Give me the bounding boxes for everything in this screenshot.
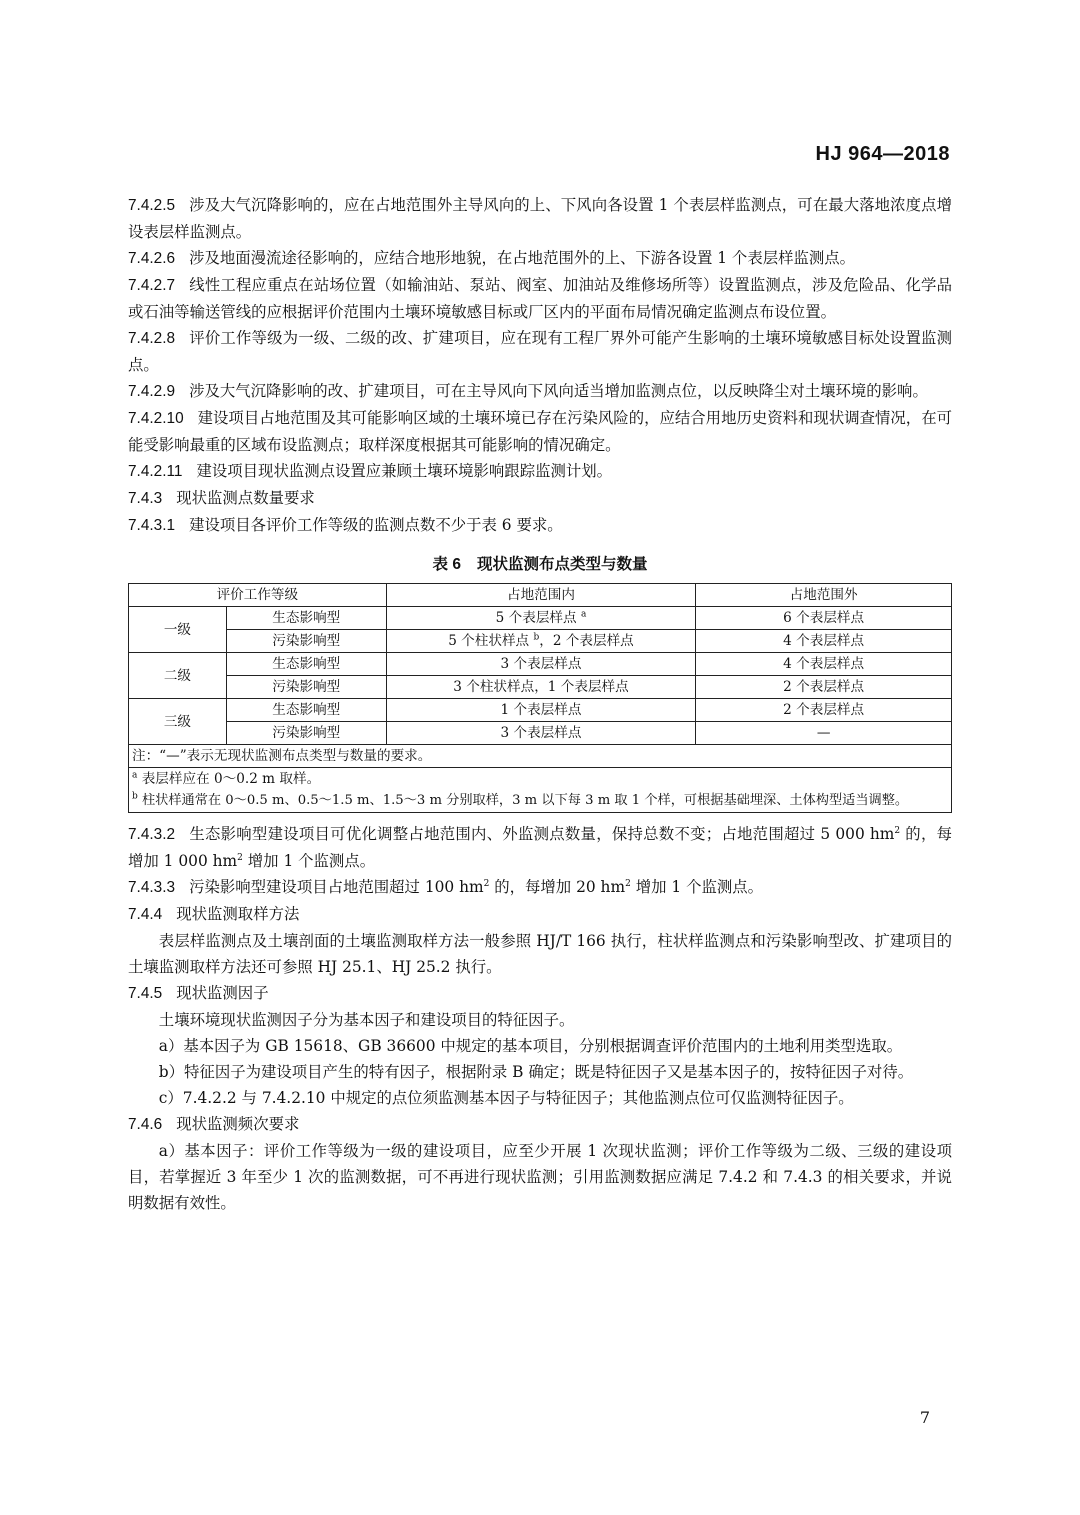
footnote-mark: b — [132, 791, 138, 802]
heading-text: 现状监测点数量要求 — [176, 489, 315, 507]
header-outside: 占地范围外 — [696, 584, 952, 607]
spacer — [128, 813, 952, 821]
footnote-mark: a — [580, 609, 587, 620]
clause-number: 7.4.6 — [128, 1116, 163, 1133]
clause-number: 7.4.3.3 — [128, 879, 176, 896]
footnote-mark: b — [533, 632, 540, 643]
header-inside: 占地范围内 — [386, 584, 696, 607]
standard-number: HJ 964—2018 — [815, 143, 950, 165]
list-item: a）基本因子：评价工作等级为一级的建设项目，应至少开展 1 次现状监测；评价工作等级为二级、三级的建设项目，若掌握近 3 年至少 1 次的监测数据，可不再进行现状监测；引用监测数据应满足 7.4.2 和 7.4.3 的相关要求，并说明数据有效性。 — [128, 1142, 952, 1212]
clause-number: 7.4.3.2 — [128, 826, 176, 843]
grade-cell: 二级 — [129, 653, 227, 699]
type-cell: 生态影响型 — [226, 607, 386, 630]
footnote-a: $^a$ 表层样应在 0～0.2 m 取样。 — [129, 768, 952, 791]
clause-7-4-3-1 — [128, 512, 952, 539]
heading-7-4-3 — [128, 485, 952, 512]
clause-7-4-3-2: 7.4.3.2 生态影响型建设项目可优化调整占地范围内、外监测点数量，保持总数不变；占地范围超过 5 000 $hm^2$ 的，每增加 1 000 $hm^2$ 增加 1 个监测点。 — [128, 825, 952, 870]
clause-number: 7.4.2.9 — [128, 383, 176, 400]
clause-text: 涉及大气沉降影响的改、扩建项目，可在主导风向下风向适当增加监测点位，以反映降尘对土壤环境的影响。 — [189, 382, 928, 400]
clause-7-4-2-8 — [128, 325, 952, 378]
clause-number: 7.4.4 — [128, 906, 163, 923]
clause-text: 涉及大气沉降影响的，应在占地范围外主导风向的上、下风向各设置 1 个表层样监测点，可在最大落地浓度点增设表层样监测点。 — [128, 196, 952, 241]
heading-7-4-4 — [128, 901, 952, 928]
paragraph: 表层样监测点及土壤剖面的土壤监测取样方法一般参照 HJ/T 166 执行，柱状样监测点和污染影响型改、扩建项目的土壤监测取样方法还可参照 HJ 25.1、HJ 25.2 执行。 — [128, 932, 952, 976]
clause-number: 7.4.3.1 — [128, 517, 176, 534]
table-row — [129, 630, 952, 653]
heading-text: 现状监测取样方法 — [176, 905, 300, 923]
header-grade: 评价工作等级 — [129, 584, 387, 607]
clause-7-4-2-11 — [128, 458, 952, 485]
outside-cell: 2 个表层样点 — [696, 676, 952, 699]
paragraph: 土壤环境现状监测因子分为基本因子和建设项目的特征因子。 — [158, 1011, 575, 1029]
outside-cell: 4 个表层样点 — [696, 653, 952, 676]
inside-cell: 1 个表层样点 — [386, 699, 696, 722]
table-row — [129, 722, 952, 745]
outside-cell: 4 个表层样点 — [696, 630, 952, 653]
table-row — [129, 607, 952, 630]
table-footnote-row — [129, 790, 952, 813]
type-cell: 污染影响型 — [226, 722, 386, 745]
clause-7-4-2-10 — [128, 405, 952, 458]
inside-cell: 3 个表层样点 — [386, 722, 696, 745]
heading-7-4-5 — [128, 980, 952, 1007]
clause-number: 7.4.2.11 — [128, 463, 183, 480]
table-row — [129, 653, 952, 676]
table-row — [129, 699, 952, 722]
clause-number: 7.4.2.7 — [128, 277, 176, 294]
grade-cell: 一级 — [129, 607, 227, 653]
outside-cell: — — [696, 722, 952, 745]
clause-number: 7.4.2.10 — [128, 410, 184, 427]
clause-text: 建设项目占地范围及其可能影响区域的土壤环境已存在污染风险的，应结合用地历史资料和现状调查情况，在可能受影响最重的区域布设监测点；取样深度根据其可能影响的情况确定。 — [128, 409, 952, 454]
heading-7-4-6 — [128, 1111, 952, 1138]
clause-text: 建设项目现状监测点设置应兼顾土壤环境影响跟踪监测计划。 — [196, 462, 613, 480]
table-title: 现状监测布点类型与数量 — [476, 556, 648, 573]
table-note: 注：“—”表示无现状监测布点类型与数量的要求。 — [129, 745, 952, 768]
clause-number: 7.4.2.6 — [128, 250, 176, 267]
table-note-row — [129, 745, 952, 768]
inside-cell: 3 个表层样点 — [386, 653, 696, 676]
inside-cell: 5 个柱状样点 $^b$，2 个表层样点 — [386, 630, 696, 653]
page-number: 7 — [919, 1408, 930, 1427]
document-body — [128, 192, 952, 1216]
list-item: c）7.4.2.2 与 7.4.2.10 中规定的点位须监测基本因子与特征因子；其他监测点位可仅监测特征因子。 — [158, 1089, 854, 1107]
clause-7-4-2-7 — [128, 272, 952, 325]
clause-7-4-2-9 — [128, 378, 952, 405]
type-cell: 污染影响型 — [226, 630, 386, 653]
clause-text: 线性工程应重点在站场位置（如输油站、泵站、阀室、加油站及维修场所等）设置监测点，涉及危险品、化学品或石油等输送管线的应根据评价范围内土壤环境敏感目标或厂区内的平面布局情况确定监测点布设位置。 — [128, 276, 952, 321]
clause-number: 7.4.2.5 — [128, 197, 176, 214]
table-number: 表 6 — [432, 556, 461, 573]
table-row — [129, 676, 952, 699]
clause-number: 7.4.2.8 — [128, 330, 176, 347]
type-cell: 生态影响型 — [226, 653, 386, 676]
clause-text: 建设项目各评价工作等级的监测点数不少于表 6 要求。 — [189, 516, 563, 534]
type-cell: 生态影响型 — [226, 699, 386, 722]
outside-cell: 2 个表层样点 — [696, 699, 952, 722]
clause-text: 评价工作等级为一级、二级的改、扩建项目，应在现有工程厂界外可能产生影响的土壤环境敏感目标处设置监测点。 — [128, 329, 952, 374]
inside-cell: 5 个表层样点 $^a$ — [386, 607, 696, 630]
table-footnote-row — [129, 768, 952, 791]
list-item: b）特征因子为建设项目产生的特有因子，根据附录 B 确定；既是特征因子又是基本因子的，按特征因子对待。 — [158, 1063, 914, 1081]
heading-text: 现状监测频次要求 — [176, 1115, 300, 1133]
table-caption — [128, 553, 952, 577]
clause-text: 涉及地面漫流途径影响的，应结合地形地貌，在占地范围外的上、下游各设置 1 个表层样监测点。 — [189, 249, 856, 267]
clause-number: 7.4.5 — [128, 985, 163, 1002]
clause-7-4-2-5 — [128, 192, 952, 245]
table-header-row — [129, 584, 952, 607]
list-item: a）基本因子为 GB 15618、GB 36600 中规定的基本项目，分别根据调查评价范围内的土地利用类型选取。 — [158, 1037, 903, 1055]
outside-cell: 6 个表层样点 — [696, 607, 952, 630]
footnote-mark: a — [132, 770, 138, 781]
footnote-b: $^b$ 柱状样通常在 0～0.5 m、0.5～1.5 m、1.5～3 m 分别取样，3 m 以下每 3 m 取 1 个样，可根据基础埋深、土体构型适当调整。 — [129, 790, 952, 813]
type-cell: 污染影响型 — [226, 676, 386, 699]
clause-number: 7.4.3 — [128, 490, 163, 507]
monitoring-points-table — [128, 583, 952, 813]
inside-cell: 3 个柱状样点，1 个表层样点 — [386, 676, 696, 699]
grade-cell: 三级 — [129, 699, 227, 745]
clause-7-4-3-3: 7.4.3.3 污染影响型建设项目占地范围超过 100 $hm^2$ 的，每增加 20 $hm^2$ 增加 1 个监测点。 — [128, 878, 764, 896]
clause-7-4-2-6 — [128, 245, 952, 272]
heading-text: 现状监测因子 — [176, 984, 269, 1002]
